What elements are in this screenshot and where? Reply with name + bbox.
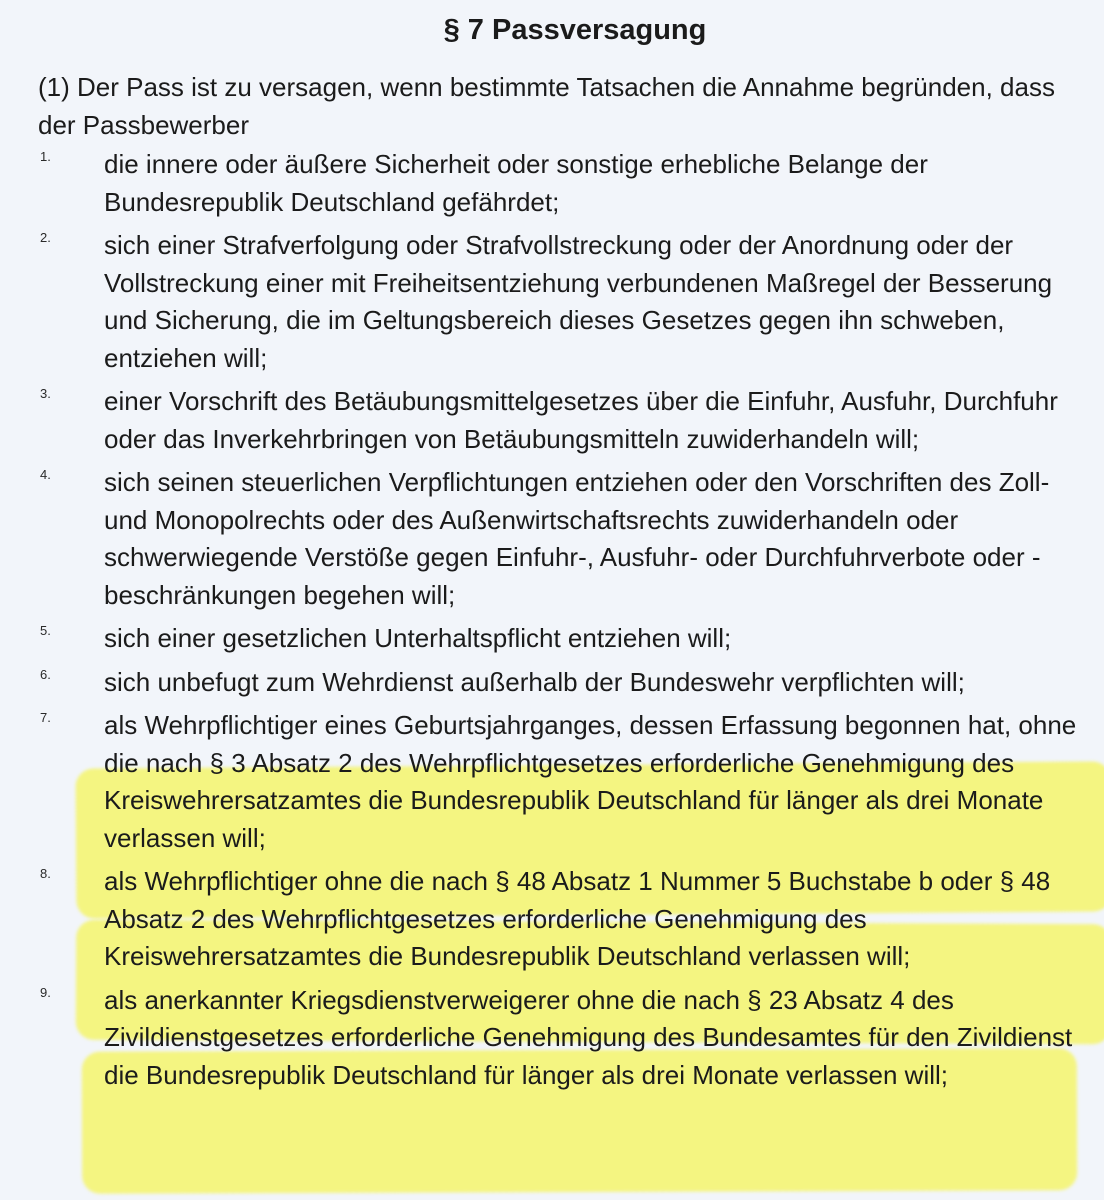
item-number: 1. [40,149,51,164]
item-text: die innere oder äußere Sicherheit oder sonstige erhebliche Belange der Bundesrepublik Deutschland gefährdet; [104,149,928,217]
item-number: 4. [40,467,51,482]
item-number: 2. [40,230,51,245]
item-text: sich seinen steuerlichen Verpflichtungen entziehen oder den Vorschriften des Zoll- und Monopolrechts oder des Außenwirtschaftsrechts zuwiderhandeln oder schwerwiegende Verstöße gegen Einfuhr-, Ausfuhr- oder Durchfuhrverbote oder -beschränkungen begehen will; [104,467,1050,610]
item-text: sich einer Strafverfolgung oder Strafvollstreckung oder der Anordnung oder der Vollstreckung einer mit Freiheitsentziehung verbundenen Maßregel der Besserung und Sicherung, die im Geltungsbereich dieses Gesetzes gegen ihn schweben, entziehen will; [104,230,1053,373]
list-item [0,227,1104,377]
list-item [0,664,1104,702]
item-number: 5. [40,623,51,638]
item-text: als Wehrpflichtiger ohne die nach § 48 Absatz 1 Nummer 5 Buchstabe b oder § 48 Absatz 2 des Wehrpflichtgesetzes erforderliche Genehmigung des Kreiswehrersatzamtes die Bundesrepublik Deutschland verlassen will; [104,866,1051,971]
item-number: 7. [40,710,51,725]
list-item-highlighted [0,707,1104,857]
item-number: 6. [40,666,51,682]
item-text: einer Vorschrift des Betäubungsmittelgesetzes über die Einfuhr, Ausfuhr, Durchfuhr oder das Inverkehrbringen von Betäubungsmitteln zuwiderhandeln will; [104,386,1058,454]
item-number: 3. [40,386,51,401]
list-item [0,383,1104,458]
item-text: sich unbefugt zum Wehrdienst außerhalb der Bundeswehr verpflichten will; [104,666,965,697]
paragraph-intro: (1) Der Pass ist zu versagen, wenn bestimmte Tatsachen die Annahme begründen, dass der Passbewerber [38,72,1055,140]
item-number: 9. [40,984,51,1000]
condition-list [0,146,1104,1100]
list-item [0,464,1104,614]
list-item-highlighted [0,863,1104,976]
list-item-highlighted [0,982,1104,1095]
item-text: als anerkannter Kriegsdienstverweigerer ohne die nach § 23 Absatz 4 des Zivildienstgesetzes erforderliche Genehmigung des Bundesamtes für den Zivildienst die Bundesrepublik Deutschland für länger als drei Monate verlassen will; [104,984,1073,1090]
list-item [0,146,1104,221]
section-title: § 7 Passversagung [443,14,707,46]
item-text: sich einer gesetzlichen Unterhaltspflicht entziehen will; [104,623,732,653]
list-item [0,620,1104,658]
item-text: als Wehrpflichtiger eines Geburtsjahrganges, dessen Erfassung begonnen hat, ohne die nach § 3 Absatz 2 des Wehrpflichtgesetzes erforderliche Genehmigung des Kreiswehrersatzamtes die Bundesrepublik Deutschland für länger als drei Monate verlassen will; [104,710,1077,853]
item-number: 8. [40,866,51,881]
